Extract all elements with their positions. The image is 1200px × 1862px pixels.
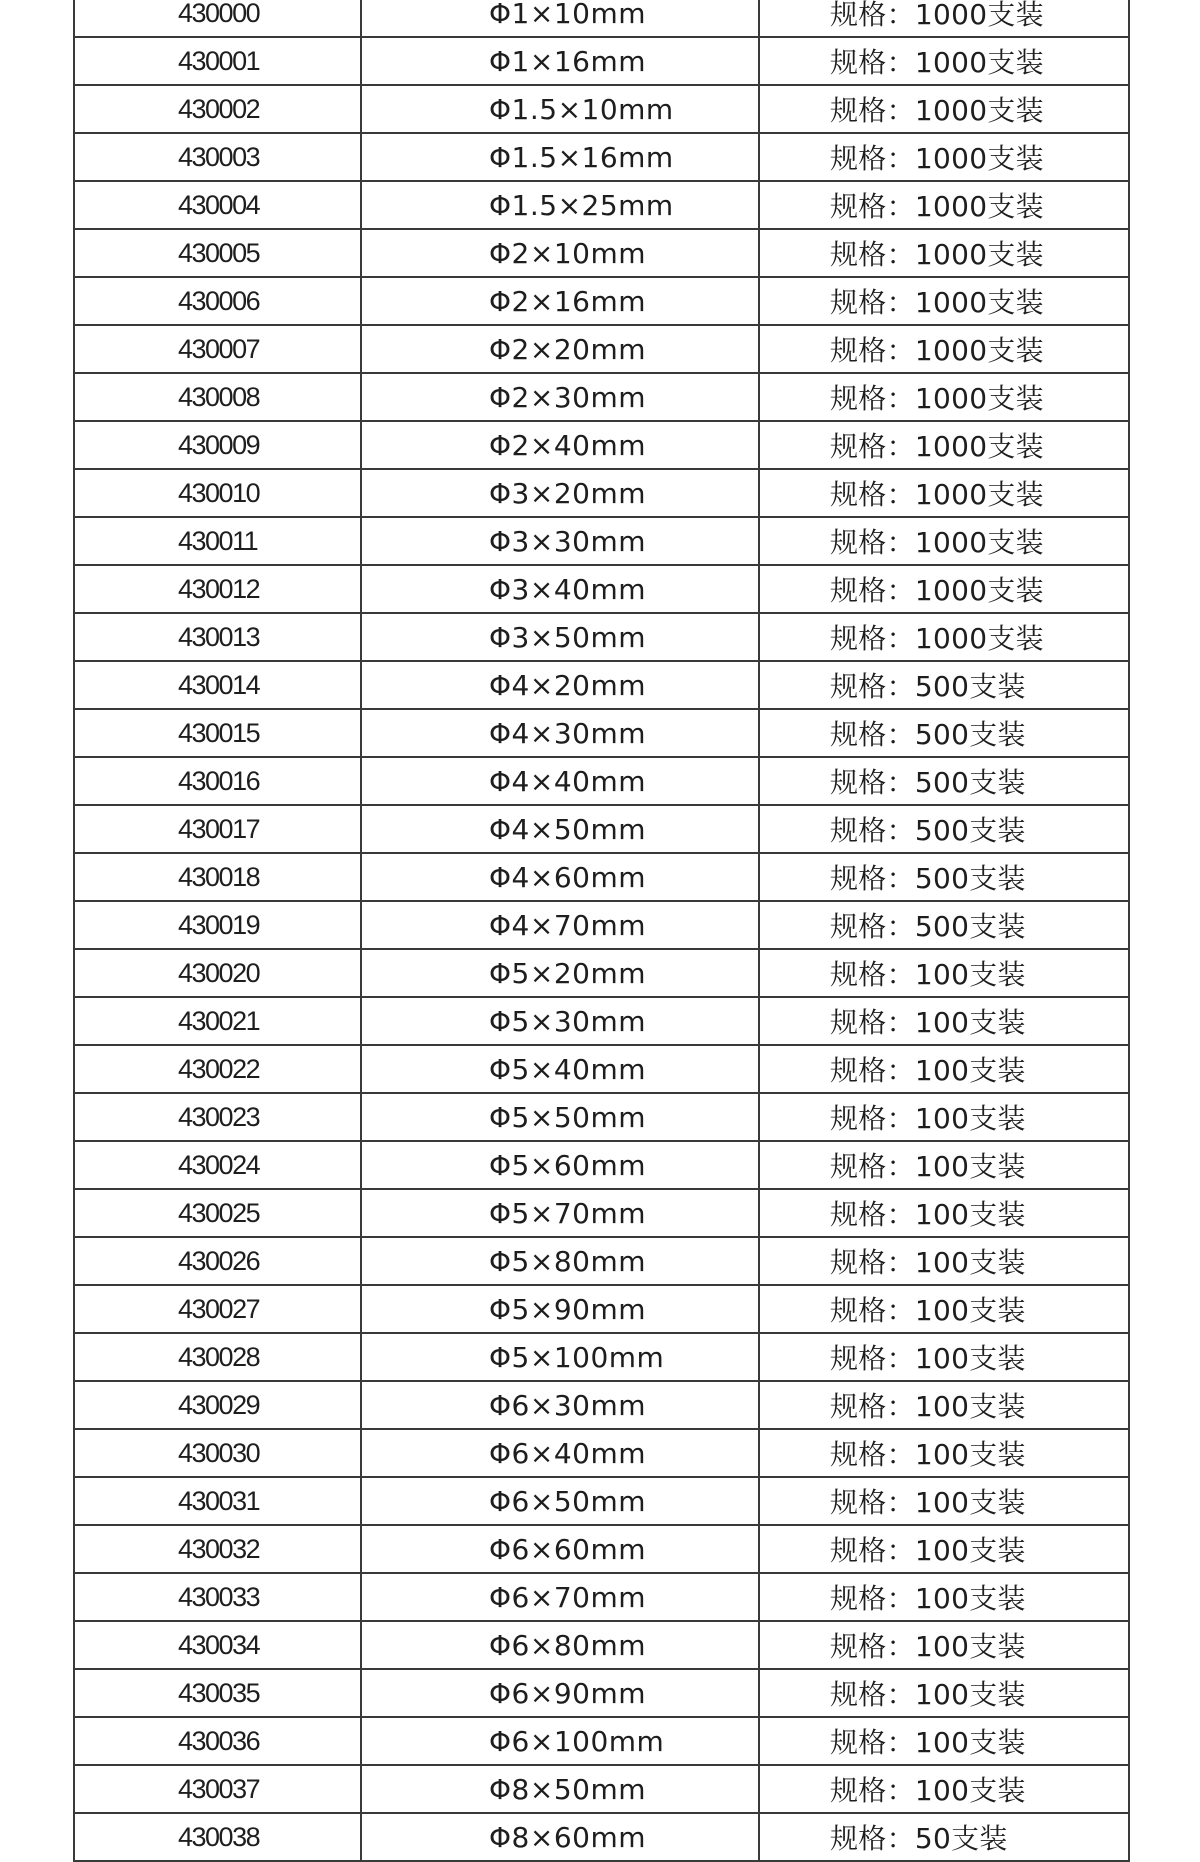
table-row [74, 85, 1129, 133]
dimension-cell: Φ4×20mm [361, 661, 759, 709]
dimension-cell: Φ5×40mm [361, 1045, 759, 1093]
dimension-cell: Φ6×60mm [361, 1525, 759, 1573]
table-row [74, 181, 1129, 229]
table-row [74, 325, 1129, 373]
packaging-cell: 规格：100支装 [759, 1381, 1129, 1429]
dimension-cell: Φ6×70mm [361, 1573, 759, 1621]
table-row [74, 1477, 1129, 1525]
product-code-cell: 430009 [74, 421, 361, 469]
product-code-cell: 430006 [74, 277, 361, 325]
table-row [74, 949, 1129, 997]
dimension-cell: Φ3×30mm [361, 517, 759, 565]
product-code-cell: 430007 [74, 325, 361, 373]
dimension-cell: Φ5×80mm [361, 1237, 759, 1285]
packaging-cell: 规格：500支装 [759, 805, 1129, 853]
product-code-cell: 430023 [74, 1093, 361, 1141]
table-row [74, 613, 1129, 661]
product-code-cell: 430037 [74, 1765, 361, 1813]
packaging-cell: 规格：1000支装 [759, 181, 1129, 229]
product-code-cell: 430005 [74, 229, 361, 277]
table-row [74, 805, 1129, 853]
packaging-cell: 规格：100支装 [759, 1189, 1129, 1237]
packaging-cell: 规格：100支装 [759, 1093, 1129, 1141]
packaging-cell: 规格：100支装 [759, 1429, 1129, 1477]
packaging-cell: 规格：100支装 [759, 1621, 1129, 1669]
dimension-cell: Φ4×50mm [361, 805, 759, 853]
packaging-cell: 规格：500支装 [759, 901, 1129, 949]
table-row [74, 229, 1129, 277]
dimension-cell: Φ1.5×25mm [361, 181, 759, 229]
dimension-cell: Φ5×60mm [361, 1141, 759, 1189]
product-code-cell: 430027 [74, 1285, 361, 1333]
product-code-cell: 430034 [74, 1621, 361, 1669]
product-code-cell: 430011 [74, 517, 361, 565]
dimension-cell: Φ5×90mm [361, 1285, 759, 1333]
table-row [74, 1621, 1129, 1669]
product-code-cell: 430033 [74, 1573, 361, 1621]
product-code-cell: 430022 [74, 1045, 361, 1093]
table-row [74, 901, 1129, 949]
dimension-cell: Φ4×70mm [361, 901, 759, 949]
product-code-cell: 430001 [74, 37, 361, 85]
product-code-cell: 430012 [74, 565, 361, 613]
packaging-cell: 规格：500支装 [759, 661, 1129, 709]
product-code-cell: 430035 [74, 1669, 361, 1717]
product-code-cell: 430003 [74, 133, 361, 181]
table-row [74, 997, 1129, 1045]
table-row [74, 1381, 1129, 1429]
product-code-cell: 430014 [74, 661, 361, 709]
product-code-cell: 430004 [74, 181, 361, 229]
product-code-cell: 430017 [74, 805, 361, 853]
packaging-cell: 规格：100支装 [759, 1573, 1129, 1621]
packaging-cell: 规格：1000支装 [759, 325, 1129, 373]
table-row [74, 421, 1129, 469]
packaging-cell: 规格：100支装 [759, 949, 1129, 997]
packaging-cell: 规格：100支装 [759, 1525, 1129, 1573]
dimension-cell: Φ8×50mm [361, 1765, 759, 1813]
packaging-cell: 规格：1000支装 [759, 229, 1129, 277]
product-code-cell: 430029 [74, 1381, 361, 1429]
dimension-cell: Φ6×90mm [361, 1669, 759, 1717]
packaging-cell: 规格：1000支装 [759, 613, 1129, 661]
product-code-cell: 430030 [74, 1429, 361, 1477]
packaging-cell: 规格：100支装 [759, 1477, 1129, 1525]
dimension-cell: Φ6×50mm [361, 1477, 759, 1525]
dimension-cell: Φ4×60mm [361, 853, 759, 901]
dimension-cell: Φ3×40mm [361, 565, 759, 613]
table-row [74, 1285, 1129, 1333]
packaging-cell: 规格：1000支装 [759, 517, 1129, 565]
product-code-cell: 430038 [74, 1813, 361, 1861]
dimension-cell: Φ2×40mm [361, 421, 759, 469]
packaging-cell: 规格：100支装 [759, 1333, 1129, 1381]
table-row [74, 1237, 1129, 1285]
dimension-cell: Φ1.5×16mm [361, 133, 759, 181]
packaging-cell: 规格：100支装 [759, 1717, 1129, 1765]
table-row [74, 1045, 1129, 1093]
product-code-cell: 430018 [74, 853, 361, 901]
dimension-cell: Φ5×70mm [361, 1189, 759, 1237]
table-row [74, 1189, 1129, 1237]
table-row [74, 0, 1129, 37]
product-spec-table [73, 0, 1130, 1862]
dimension-cell: Φ4×30mm [361, 709, 759, 757]
dimension-cell: Φ2×10mm [361, 229, 759, 277]
dimension-cell: Φ1×10mm [361, 0, 759, 37]
dimension-cell: Φ1.5×10mm [361, 85, 759, 133]
table-row [74, 709, 1129, 757]
table-row [74, 757, 1129, 805]
product-code-cell: 430036 [74, 1717, 361, 1765]
dimension-cell: Φ2×20mm [361, 325, 759, 373]
table-row [74, 277, 1129, 325]
product-code-cell: 430020 [74, 949, 361, 997]
product-code-cell: 430002 [74, 85, 361, 133]
table-row [74, 1813, 1129, 1861]
product-code-cell: 430015 [74, 709, 361, 757]
dimension-cell: Φ5×100mm [361, 1333, 759, 1381]
packaging-cell: 规格：500支装 [759, 853, 1129, 901]
table-row [74, 1717, 1129, 1765]
packaging-cell: 规格：100支装 [759, 1141, 1129, 1189]
packaging-cell: 规格：100支装 [759, 1285, 1129, 1333]
table-row [74, 661, 1129, 709]
product-code-cell: 430019 [74, 901, 361, 949]
table-row [74, 853, 1129, 901]
packaging-cell: 规格：1000支装 [759, 37, 1129, 85]
packaging-cell: 规格：100支装 [759, 1669, 1129, 1717]
product-code-cell: 430013 [74, 613, 361, 661]
packaging-cell: 规格：1000支装 [759, 421, 1129, 469]
table-body [74, 0, 1129, 1861]
product-code-cell: 430024 [74, 1141, 361, 1189]
product-code-cell: 430008 [74, 373, 361, 421]
table-row [74, 1333, 1129, 1381]
product-code-cell: 430031 [74, 1477, 361, 1525]
product-code-cell: 430025 [74, 1189, 361, 1237]
table-row [74, 1525, 1129, 1573]
table-row [74, 469, 1129, 517]
dimension-cell: Φ5×50mm [361, 1093, 759, 1141]
packaging-cell: 规格：100支装 [759, 1237, 1129, 1285]
packaging-cell: 规格：1000支装 [759, 277, 1129, 325]
dimension-cell: Φ6×40mm [361, 1429, 759, 1477]
dimension-cell: Φ5×20mm [361, 949, 759, 997]
dimension-cell: Φ2×30mm [361, 373, 759, 421]
dimension-cell: Φ3×50mm [361, 613, 759, 661]
product-code-cell: 430028 [74, 1333, 361, 1381]
packaging-cell: 规格：1000支装 [759, 0, 1129, 37]
product-code-cell: 430032 [74, 1525, 361, 1573]
table-row [74, 565, 1129, 613]
dimension-cell: Φ2×16mm [361, 277, 759, 325]
dimension-cell: Φ6×30mm [361, 1381, 759, 1429]
spec-sheet [73, 0, 1128, 1862]
table-row [74, 1765, 1129, 1813]
product-code-cell: 430016 [74, 757, 361, 805]
packaging-cell: 规格：100支装 [759, 1765, 1129, 1813]
table-row [74, 517, 1129, 565]
product-code-cell: 430021 [74, 997, 361, 1045]
product-code-cell: 430026 [74, 1237, 361, 1285]
packaging-cell: 规格：1000支装 [759, 133, 1129, 181]
table-row [74, 1429, 1129, 1477]
dimension-cell: Φ1×16mm [361, 37, 759, 85]
table-row [74, 1573, 1129, 1621]
table-row [74, 373, 1129, 421]
table-row [74, 37, 1129, 85]
packaging-cell: 规格：500支装 [759, 709, 1129, 757]
product-code-cell: 430010 [74, 469, 361, 517]
table-row [74, 133, 1129, 181]
packaging-cell: 规格：100支装 [759, 1045, 1129, 1093]
table-row [74, 1669, 1129, 1717]
packaging-cell: 规格：500支装 [759, 757, 1129, 805]
table-row [74, 1141, 1129, 1189]
packaging-cell: 规格：1000支装 [759, 373, 1129, 421]
dimension-cell: Φ8×60mm [361, 1813, 759, 1861]
packaging-cell: 规格：100支装 [759, 997, 1129, 1045]
dimension-cell: Φ6×100mm [361, 1717, 759, 1765]
dimension-cell: Φ6×80mm [361, 1621, 759, 1669]
packaging-cell: 规格：1000支装 [759, 469, 1129, 517]
dimension-cell: Φ4×40mm [361, 757, 759, 805]
dimension-cell: Φ3×20mm [361, 469, 759, 517]
packaging-cell: 规格：1000支装 [759, 565, 1129, 613]
table-row [74, 1093, 1129, 1141]
packaging-cell: 规格：50支装 [759, 1813, 1129, 1861]
dimension-cell: Φ5×30mm [361, 997, 759, 1045]
packaging-cell: 规格：1000支装 [759, 85, 1129, 133]
product-code-cell: 430000 [74, 0, 361, 37]
